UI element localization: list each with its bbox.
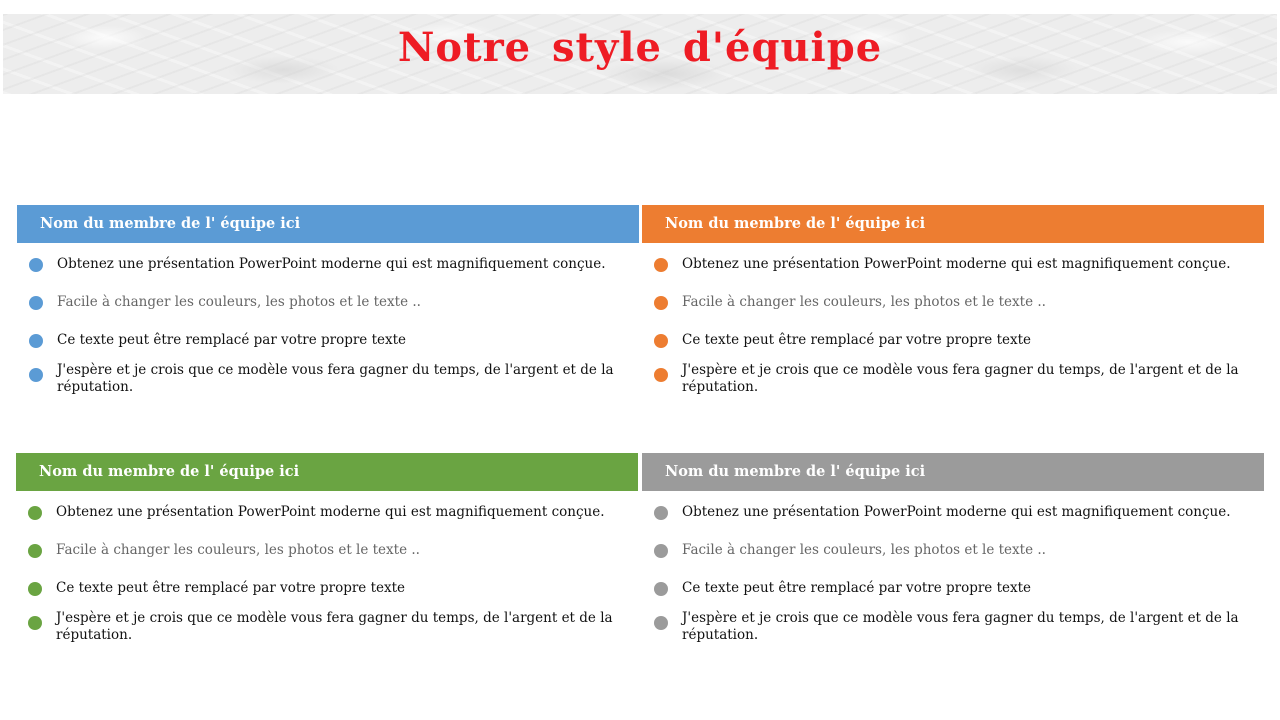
bullet-dot-icon [654, 544, 668, 558]
bullet-dot-icon [28, 616, 42, 630]
team-member-header: Nom du membre de l' équipe ici [642, 205, 1264, 243]
list-item-text: Ce texte peut être remplacé par votre propre texte [57, 332, 407, 348]
list-item [17, 256, 639, 273]
list-item [642, 332, 1264, 349]
bullet-dot-icon [654, 296, 668, 310]
list-item [17, 294, 639, 311]
bullet-dot-icon [29, 334, 43, 348]
list-item-text: Obtenez une présentation PowerPoint moderne qui est magnifiquement conçue. [57, 256, 606, 272]
list-item-text: Ce texte peut être remplacé par votre propre texte [682, 332, 1032, 348]
bullet-dot-icon [654, 258, 668, 272]
bullet-dot-icon [654, 334, 668, 348]
list-item-text: Facile à changer les couleurs, les photos et le texte .. [56, 542, 420, 558]
list-item [16, 542, 638, 559]
list-item-text: Obtenez une présentation PowerPoint moderne qui est magnifiquement conçue. [682, 504, 1231, 520]
list-item [642, 610, 1264, 644]
list-item [17, 332, 639, 349]
bullet-dot-icon [654, 506, 668, 520]
list-item-text: Facile à changer les couleurs, les photos et le texte .. [57, 294, 421, 310]
list-item [642, 580, 1264, 597]
list-item-text: J'espère et je crois que ce modèle vous fera gagner du temps, de l'argent et de la réputation. [682, 610, 1239, 643]
list-item-text: J'espère et je crois que ce modèle vous fera gagner du temps, de l'argent et de la réputation. [682, 362, 1239, 395]
bullet-dot-icon [654, 582, 668, 596]
team-member-header: Nom du membre de l' équipe ici [642, 453, 1264, 491]
team-member-header: Nom du membre de l' équipe ici [16, 453, 638, 491]
team-member-points [642, 504, 1264, 644]
bullet-dot-icon [654, 368, 668, 382]
slide-title: Notre style d'équipe [397, 24, 883, 71]
list-item-text: Ce texte peut être remplacé par votre propre texte [56, 580, 406, 596]
team-member-header: Nom du membre de l' équipe ici [17, 205, 639, 243]
list-item [642, 294, 1264, 311]
list-item [16, 504, 638, 521]
list-item [642, 362, 1264, 396]
team-card-bottom-right [642, 453, 1264, 644]
list-item-text: Facile à changer les couleurs, les photos et le texte .. [682, 542, 1046, 558]
team-member-points [16, 504, 638, 644]
team-member-points [642, 256, 1264, 396]
list-item-text: Obtenez une présentation PowerPoint moderne qui est magnifiquement conçue. [682, 256, 1231, 272]
team-card-top-right [642, 205, 1264, 396]
list-item-text: Facile à changer les couleurs, les photos et le texte .. [682, 294, 1046, 310]
team-member-points [17, 256, 639, 396]
list-item-text: Obtenez une présentation PowerPoint moderne qui est magnifiquement conçue. [56, 504, 605, 520]
team-card-top-left [17, 205, 639, 396]
list-item [642, 256, 1264, 273]
bullet-dot-icon [29, 258, 43, 272]
list-item [16, 580, 638, 597]
bullet-dot-icon [28, 582, 42, 596]
list-item [17, 362, 639, 396]
bullet-dot-icon [29, 368, 43, 382]
team-card-bottom-left [16, 453, 638, 644]
list-item-text: J'espère et je crois que ce modèle vous fera gagner du temps, de l'argent et de la réputation. [56, 610, 613, 643]
list-item [16, 610, 638, 644]
bullet-dot-icon [29, 296, 43, 310]
list-item [642, 542, 1264, 559]
list-item-text: J'espère et je crois que ce modèle vous fera gagner du temps, de l'argent et de la réputation. [57, 362, 614, 395]
bullet-dot-icon [654, 616, 668, 630]
list-item-text: Ce texte peut être remplacé par votre propre texte [682, 580, 1032, 596]
bullet-dot-icon [28, 544, 42, 558]
list-item [642, 504, 1264, 521]
bullet-dot-icon [28, 506, 42, 520]
